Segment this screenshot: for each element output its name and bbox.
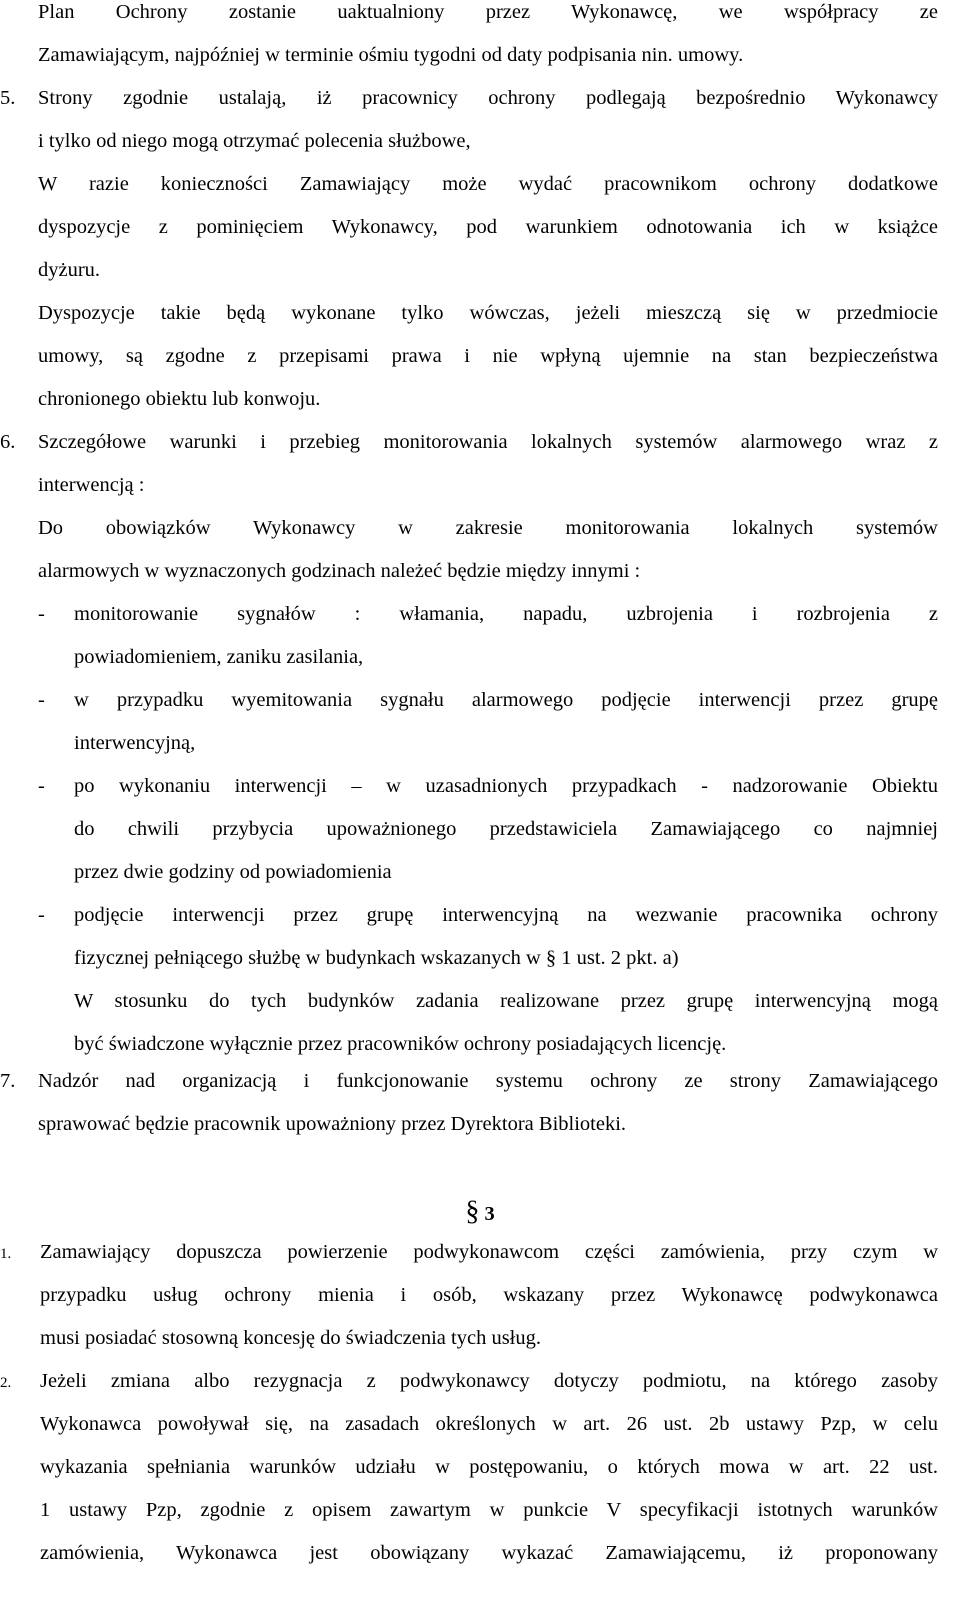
text-line: do chwili przybycia upoważnionego przedstawiciela Zamawiającego co najmniej xyxy=(74,818,938,840)
section-heading xyxy=(0,1190,960,1236)
text-line: Plan Ochrony zostanie uaktualniony przez Wykonawcę, we współpracy ze xyxy=(38,1,938,23)
text-line: W stosunku do tych budynków zadania realizowane przez grupę interwencyjną mogą xyxy=(74,990,938,1012)
text-line: zamówienia, Wykonawca jest obowiązany wykazać Zamawiającemu, iż proponowany xyxy=(40,1542,938,1564)
text-line: musi posiadać stosowną koncesję do świadczenia tych usług. xyxy=(40,1327,541,1349)
section3-item-2 xyxy=(0,1360,938,1575)
text-line: chronionego obiektu lub konwoju. xyxy=(38,388,321,410)
text-line: wykazania spełniania warunków udziału w postępowaniu, o których mowa w art. 22 ust. xyxy=(40,1456,938,1478)
text-line: Jeżeli zmiana albo rezygnacja z podwykonawcy dotyczy podmiotu, na którego zasoby xyxy=(40,1370,938,1392)
text-line: Dyspozycje takie będą wykonane tylko wówczas, jeżeli mieszczą się w przedmiocie xyxy=(38,302,938,324)
text-line: Zamawiający dopuszcza powierzenie podwykonawcom części zamówienia, przy czym w xyxy=(40,1241,938,1263)
text-line: być świadczone wyłącznie przez pracowników ochrony posiadających licencję. xyxy=(74,1033,727,1055)
text-line: interwencyjną, xyxy=(74,732,196,754)
item-number: 6. xyxy=(0,431,16,453)
item-number: 5. xyxy=(0,87,16,109)
bullet-dash: - xyxy=(38,603,45,625)
text-line: alarmowych w wyznaczonych godzinach należeć będzie między innymi : xyxy=(38,560,641,582)
text-line: Wykonawca powoływał się, na zasadach określonych w art. 26 ust. 2b ustawy Pzp, w celu xyxy=(40,1413,938,1435)
bullet-item-3 xyxy=(38,765,938,894)
text-line: dyspozycje z pominięciem Wykonawcy, pod warunkiem odnotowania ich w książce xyxy=(38,216,938,238)
text-line: W razie konieczności Zamawiający może wydać pracownikom ochrony dodatkowe xyxy=(38,173,938,195)
bullet-item-2 xyxy=(38,679,938,765)
text-line: powiadomieniem, zaniku zasilania, xyxy=(74,646,364,668)
text-line: Do obowiązków Wykonawcy w zakresie monitorowania lokalnych systemów xyxy=(38,517,938,539)
text-line: Nadzór nad organizacją i funkcjonowanie systemu ochrony ze strony Zamawiającego xyxy=(38,1070,938,1092)
item-number: 7. xyxy=(0,1070,16,1092)
bullet-item-1 xyxy=(38,593,938,679)
text-line: przez dwie godziny od powiadomienia xyxy=(74,861,392,883)
text-line: monitorowanie sygnałów : włamania, napadu, uzbrojenia i rozbrojenia z xyxy=(74,603,938,625)
text-line: w przypadku wyemitowania sygnału alarmowego podjęcie interwencji przez grupę xyxy=(74,689,938,711)
text-line: po wykonaniu interwencji – w uzasadnionych przypadkach - nadzorowanie Obiektu xyxy=(74,775,938,797)
text-line: interwencją : xyxy=(38,474,145,496)
bullet-dash: - xyxy=(38,775,45,797)
text-line: dyżuru. xyxy=(38,259,101,281)
text-line: 1 ustawy Pzp, zgodnie z opisem zawartym w punkcie V specyfikacji istotnych warunków xyxy=(40,1499,938,1521)
item-number: 1. xyxy=(0,1246,12,1262)
text-line: i tylko od niego mogą otrzymać polecenia służbowe, xyxy=(38,130,471,152)
text-line: fizycznej pełniącego służbę w budynkach wskazanych w § 1 ust. 2 pkt. a) xyxy=(74,947,679,969)
paragraph-plan-ochrony xyxy=(38,0,938,77)
text-line: podjęcie interwencji przez grupę interwencyjną na wezwanie pracownika ochrony xyxy=(74,904,938,926)
section-number: 3 xyxy=(484,1203,495,1225)
text-line: Zamawiającym, najpóźniej w terminie ośmiu tygodni od daty podpisania nin. umowy. xyxy=(38,44,744,66)
bullet-item-4 xyxy=(38,894,938,1066)
list-item-5 xyxy=(0,77,938,421)
section3-item-1 xyxy=(0,1231,938,1360)
paragraph-sign: § xyxy=(465,1196,480,1227)
text-line: przypadku usług ochrony mienia i osób, wskazany przez Wykonawcę podwykonawca xyxy=(40,1284,938,1306)
list-item-7 xyxy=(0,1060,938,1146)
text-line: Strony zgodnie ustalają, iż pracownicy ochrony podlegają bezpośrednio Wykonawcy xyxy=(38,87,938,109)
text-line: Szczegółowe warunki i przebieg monitorowania lokalnych systemów alarmowego wraz z xyxy=(38,431,938,453)
item-number: 2. xyxy=(0,1375,12,1391)
text-line: sprawować będzie pracownik upoważniony przez Dyrektora Biblioteki. xyxy=(38,1113,627,1135)
bullet-dash: - xyxy=(38,904,45,926)
list-item-6 xyxy=(0,421,938,593)
text-line: umowy, są zgodne z przepisami prawa i nie wpłyną ujemnie na stan bezpieczeństwa xyxy=(38,345,938,367)
bullet-dash: - xyxy=(38,689,45,711)
bullet-list xyxy=(38,593,938,1066)
